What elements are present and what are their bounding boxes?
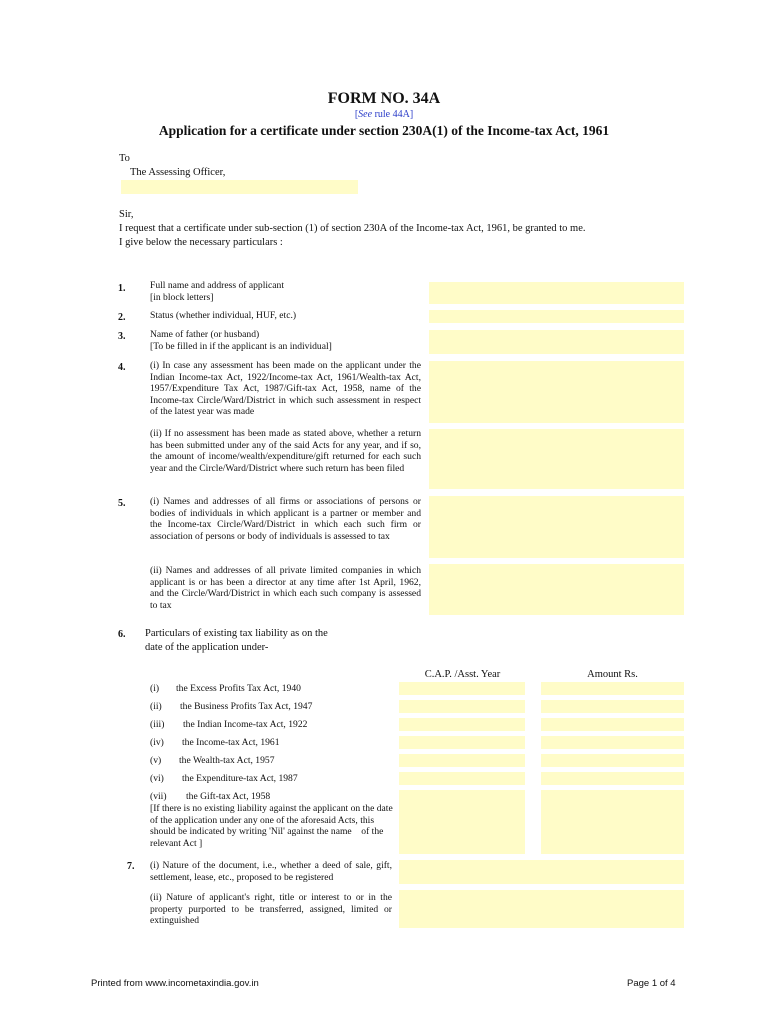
liability-roman: (ii) bbox=[150, 701, 162, 712]
item-3-label: Name of father (or husband) [To be filled in if the applicant is an individual] bbox=[150, 329, 332, 352]
item-7-i-field[interactable] bbox=[399, 860, 684, 884]
item-4-i-field[interactable] bbox=[429, 361, 684, 423]
item-6-line-2: date of the application under- bbox=[145, 642, 269, 653]
item-6-number: 6. bbox=[118, 629, 126, 640]
liability-year-field[interactable] bbox=[399, 736, 525, 749]
item-6-line-1: Particulars of existing tax liability as on the bbox=[145, 628, 328, 639]
item-2-number: 2. bbox=[118, 312, 126, 323]
liability-roman: (iii) bbox=[150, 719, 165, 730]
item-3-field[interactable] bbox=[429, 330, 684, 354]
col-header-year: C.A.P. /Asst. Year bbox=[424, 669, 501, 680]
liability-amount-field[interactable] bbox=[541, 790, 684, 854]
item-4-ii-field[interactable] bbox=[429, 429, 684, 489]
liability-year-field[interactable] bbox=[399, 718, 525, 731]
liability-year-field[interactable] bbox=[399, 790, 525, 854]
rule-ref-open: [ bbox=[354, 109, 359, 120]
to-label: To bbox=[119, 153, 130, 164]
item-7-i-label: (i) Nature of the document, i.e., whether a deed of sale, gift, settlement, lease, etc., proposed to be registered bbox=[150, 860, 392, 883]
rule-reference bbox=[0, 109, 768, 120]
item-2-field[interactable] bbox=[429, 310, 684, 323]
liability-year-field[interactable] bbox=[399, 700, 525, 713]
liability-act: the Gift-tax Act, 1958 bbox=[186, 791, 271, 802]
item-5-ii-label: (ii) Names and addresses of all private limited companies in which applicant is or has been a director at any time after 1st April, 1962, and the Circle/Ward/District in which each such company is assessed to tax bbox=[150, 565, 421, 611]
item-2-label: Status (whether individual, HUF, etc.) bbox=[150, 310, 297, 321]
item-5-i-label: (i) Names and addresses of all firms or associations of persons or bodies of individuals in which applicant is a partner or member and the Income-tax Circle/Ward/District in which each such firm or association of persons or body of individuals is assessed to tax bbox=[150, 496, 421, 542]
item-7-ii-label: (ii) Nature of applicant's right, title or interest to or in the property purported to be transferred, assigned, limited or extinguished bbox=[150, 892, 392, 927]
liability-note: [If there is no existing liability against the applicant on the date of the application under any one of the aforesaid Acts, this should be indicated by writing 'Nil' against the name of the relevant Act ] bbox=[150, 803, 396, 849]
rule-ref-see: See bbox=[358, 109, 373, 120]
item-1-field[interactable] bbox=[429, 282, 684, 304]
liability-roman: (vi) bbox=[150, 773, 164, 784]
intro-line-2: I give below the necessary particulars : bbox=[119, 237, 283, 248]
printed-from: Printed from www.incometaxindia.gov.in bbox=[91, 978, 259, 989]
liability-act: the Wealth-tax Act, 1957 bbox=[179, 755, 275, 766]
liability-year-field[interactable] bbox=[399, 772, 525, 785]
officer-label: The Assessing Officer, bbox=[130, 167, 226, 178]
liability-act: the Business Profits Tax Act, 1947 bbox=[180, 701, 313, 712]
liability-year-field[interactable] bbox=[399, 754, 525, 767]
liability-roman: (i) bbox=[150, 683, 160, 694]
liability-amount-field[interactable] bbox=[541, 772, 684, 785]
liability-amount-field[interactable] bbox=[541, 718, 684, 731]
liability-year-field[interactable] bbox=[399, 682, 525, 695]
liability-act: the Income-tax Act, 1961 bbox=[182, 737, 280, 748]
liability-act: the Indian Income-tax Act, 1922 bbox=[183, 719, 308, 730]
item-5-i-field[interactable] bbox=[429, 496, 684, 558]
item-5-ii-field[interactable] bbox=[429, 564, 684, 615]
item-3-number: 3. bbox=[118, 331, 126, 342]
liability-roman: (iv) bbox=[150, 737, 164, 748]
liability-amount-field[interactable] bbox=[541, 754, 684, 767]
item-7-number: 7. bbox=[127, 861, 135, 872]
liability-act: the Excess Profits Tax Act, 1940 bbox=[176, 683, 301, 694]
liability-amount-field[interactable] bbox=[541, 682, 684, 695]
item-1-number: 1. bbox=[118, 283, 126, 294]
liability-amount-field[interactable] bbox=[541, 736, 684, 749]
officer-field[interactable] bbox=[121, 180, 358, 194]
item-5-number: 5. bbox=[118, 498, 126, 509]
rule-ref-rest: rule 44A] bbox=[372, 109, 414, 120]
salutation: Sir, bbox=[119, 209, 134, 220]
liability-roman: (vii) bbox=[150, 791, 167, 802]
form-title: Application for a certificate under section 230A(1) of the Income-tax Act, 1961 bbox=[158, 123, 610, 138]
item-4-i-label: (i) In case any assessment has been made on the applicant under the Indian Income-tax Act, 1922/Income-tax Act, 1961/Wealth-tax Act, 1957/Expenditure Tax Act, 1987/Gift-tax Act, 1958, name of the Income-tax Circle/Ward/District in which such assessment in respect of the latest year was made bbox=[150, 360, 421, 418]
col-header-amount: Amount Rs. bbox=[587, 669, 638, 680]
intro-line-1: I request that a certificate under sub-section (1) of section 230A of the Income-tax Act, 1961, be granted to me. bbox=[119, 223, 586, 234]
liability-roman: (v) bbox=[150, 755, 162, 766]
item-7-ii-field[interactable] bbox=[399, 890, 684, 928]
form-number: FORM NO. 34A bbox=[327, 90, 441, 107]
item-1-label: Full name and address of applicant [in block letters] bbox=[150, 280, 285, 303]
liability-amount-field[interactable] bbox=[541, 700, 684, 713]
liability-act: the Expenditure-tax Act, 1987 bbox=[182, 773, 298, 784]
page-number: Page 1 of 4 bbox=[627, 978, 676, 989]
item-4-number: 4. bbox=[118, 362, 126, 373]
item-4-ii-label: (ii) If no assessment has been made as stated above, whether a return has been submitted under any of the said Acts for any year, and if so, the amount of income/wealth/expenditure/gift returned for each such year and the Circle/Ward/District where such return has been filed bbox=[150, 428, 421, 474]
